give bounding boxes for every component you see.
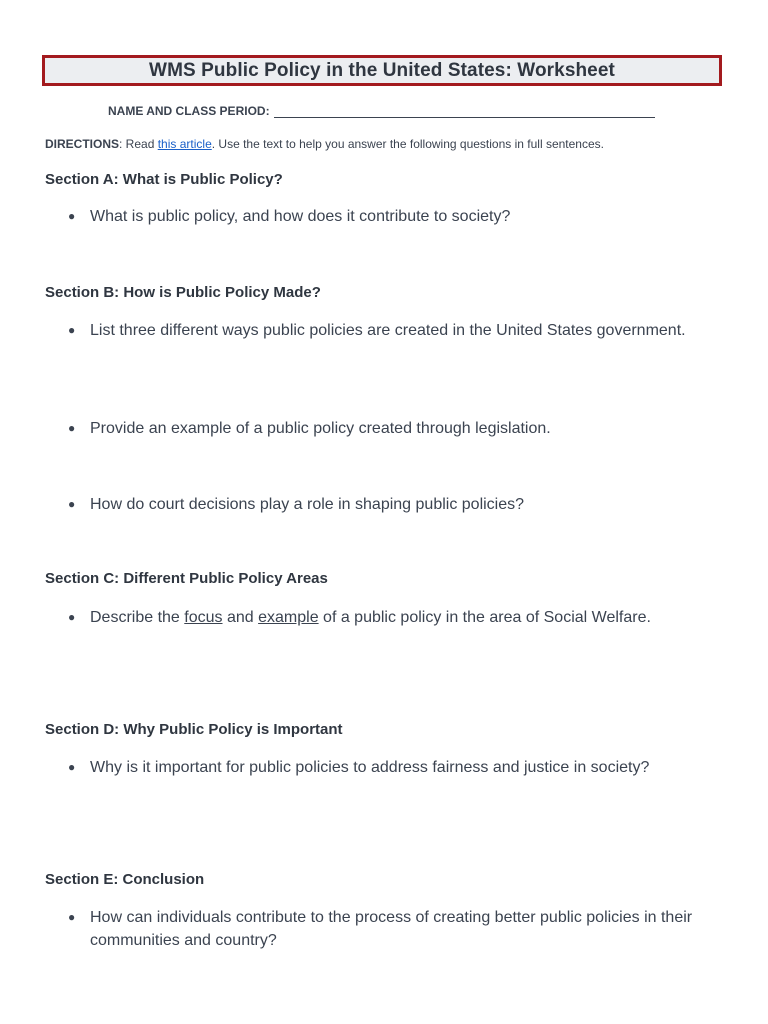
article-link[interactable]: this article [157, 137, 212, 151]
bullet-icon: ● [68, 910, 76, 924]
question-b2 [68, 417, 723, 440]
bullet-icon: ● [68, 497, 76, 511]
question-c1 [68, 606, 723, 629]
bullet-icon: ● [68, 421, 76, 435]
question-b1 [68, 319, 723, 342]
question-a1 [68, 205, 723, 228]
bullet-icon: ● [68, 610, 76, 624]
question-d1 [68, 756, 723, 779]
section-a-heading: Section A: What is Public Policy? [45, 171, 283, 188]
directions-lead: DIRECTIONS [45, 137, 120, 151]
bullet-icon: ● [68, 209, 76, 223]
question-text-part: Describe the [90, 609, 185, 626]
question-text: How do court decisions play a role in shaping public policies? [90, 496, 525, 513]
name-label: NAME AND CLASS PERIOD: [108, 104, 270, 118]
section-e-heading: Section E: Conclusion [45, 871, 205, 888]
question-text: Provide an example of a public policy created through legislation. [90, 420, 551, 437]
section-d-heading: Section D: Why Public Policy is Important [45, 721, 343, 738]
question-text-part: and [222, 609, 259, 626]
question-text: List three different ways public policies are created in the United States government. [90, 322, 686, 339]
name-and-class-period-field [108, 104, 655, 118]
title-box [42, 55, 722, 86]
question-text-part: of a public policy in the area of Social Welfare. [318, 609, 651, 626]
question-text: How can individuals contribute to the process of creating better public policies in their communities and country? [90, 909, 693, 949]
example-underlined: example [258, 609, 319, 626]
question-b3 [68, 493, 723, 516]
question-text: What is public policy, and how does it contribute to society? [90, 208, 511, 225]
question-text: Why is it important for public policies to address fairness and justice in society? [90, 759, 650, 776]
directions-pre-link: : Read [119, 137, 158, 151]
directions-post-link: . Use the text to help you answer the following questions in full sentences. [211, 137, 604, 151]
section-b-heading: Section B: How is Public Policy Made? [45, 284, 321, 301]
bullet-icon: ● [68, 760, 76, 774]
bullet-icon: ● [68, 323, 76, 337]
section-c-heading: Section C: Different Public Policy Areas [45, 570, 328, 587]
question-text [90, 606, 723, 629]
focus-underlined: focus [184, 609, 223, 626]
question-e1 [68, 906, 723, 952]
page-title: WMS Public Policy in the United States: Worksheet [149, 59, 615, 81]
name-answer-line [274, 106, 655, 118]
directions [45, 137, 604, 151]
